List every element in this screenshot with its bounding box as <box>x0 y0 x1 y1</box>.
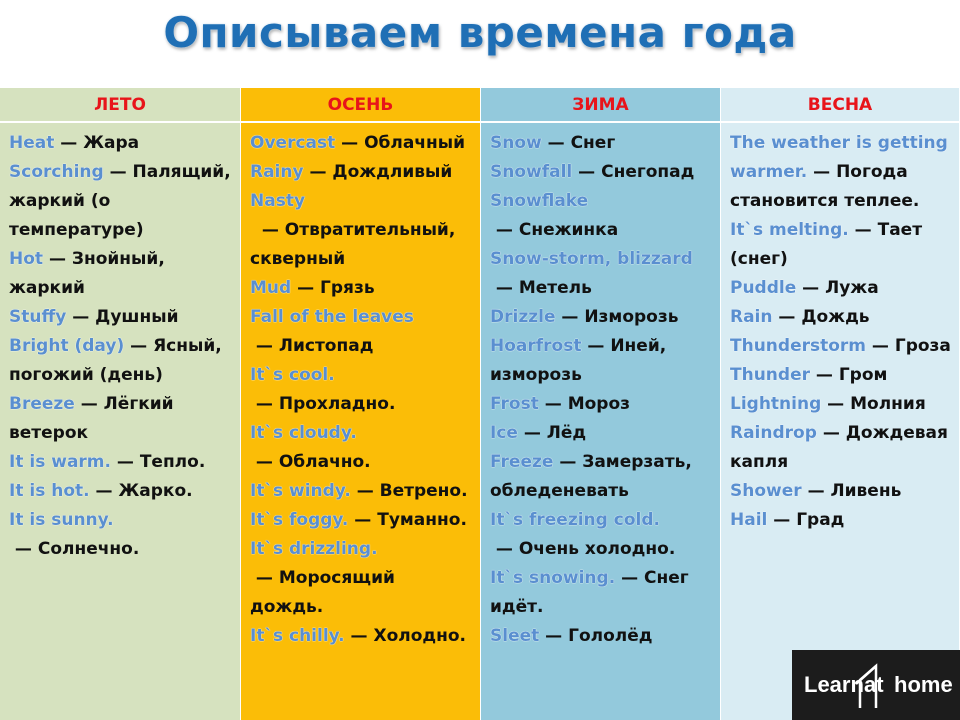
english-term: Breeze <box>9 394 75 414</box>
russian-translation: Иней, изморозь <box>490 336 667 385</box>
english-term: It`s foggy. <box>250 510 349 530</box>
em-dash: — <box>848 220 878 240</box>
vocab-entry <box>9 506 234 564</box>
seasons-table <box>0 88 960 720</box>
english-term: It is sunny. <box>9 510 114 530</box>
column-spring <box>721 88 960 720</box>
em-dash: — <box>772 307 802 327</box>
english-term: Shower <box>730 481 802 501</box>
em-dash: — <box>250 220 285 240</box>
russian-translation: Дождливый <box>332 162 453 182</box>
russian-translation: Облачный <box>364 133 466 153</box>
english-term: Snow-storm, blizzard <box>490 249 693 269</box>
vocab-entry <box>730 274 953 303</box>
em-dash: — <box>796 278 826 298</box>
russian-translation: Знойный, жаркий <box>9 249 165 298</box>
russian-translation: Палящий, жаркий (о температуре) <box>9 162 231 240</box>
vocab-entry <box>250 622 474 651</box>
russian-translation: Замерзать, обледеневать <box>490 452 692 501</box>
english-term: Rain <box>730 307 773 327</box>
em-dash: — <box>110 452 140 472</box>
english-term: Freeze <box>490 452 554 472</box>
english-term: Snowfall <box>490 162 573 182</box>
em-dash: — <box>807 162 837 182</box>
column-body-summer <box>0 123 240 564</box>
em-dash: — <box>54 133 84 153</box>
english-term: Snow <box>490 133 542 153</box>
russian-translation: Очень холодно. <box>518 539 676 559</box>
vocab-entry <box>9 158 234 245</box>
vocab-entry <box>9 303 234 332</box>
russian-translation: Жарко. <box>118 481 193 501</box>
russian-translation: Душный <box>95 307 179 327</box>
english-term: Snowflake <box>490 191 589 211</box>
em-dash: — <box>350 481 380 501</box>
vocab-entry <box>250 419 474 477</box>
em-dash: — <box>541 133 571 153</box>
russian-translation: Дождевая капля <box>730 423 948 472</box>
em-dash: — <box>553 452 583 472</box>
vocab-entry <box>250 129 474 158</box>
vocab-entry <box>250 535 474 622</box>
russian-translation: Погода становится теплее. <box>730 162 920 211</box>
em-dash: — <box>250 568 279 588</box>
vocab-entry <box>490 448 714 506</box>
vocab-entry <box>250 274 474 303</box>
english-term: Puddle <box>730 278 797 298</box>
vocab-entry <box>490 245 714 303</box>
russian-translation: Метель <box>518 278 592 298</box>
vocab-entry <box>490 564 714 622</box>
em-dash: — <box>572 162 602 182</box>
russian-translation: Ливень <box>830 481 902 501</box>
english-term: Heat <box>9 133 55 153</box>
russian-translation: Ясный, погожий (день) <box>9 336 222 385</box>
russian-translation: Отвратительный, скверный <box>250 220 456 269</box>
column-header-spring: ВЕСНА <box>721 88 959 123</box>
em-dash: — <box>335 133 365 153</box>
column-summer <box>0 88 241 720</box>
em-dash: — <box>816 423 846 443</box>
english-term: Frost <box>490 394 539 414</box>
vocab-entry <box>250 477 474 506</box>
english-term: Lightning <box>730 394 822 414</box>
em-dash: — <box>810 365 839 385</box>
em-dash: — <box>555 307 585 327</box>
russian-translation: Ветрено. <box>379 481 468 501</box>
column-body-autumn <box>241 123 480 651</box>
russian-translation: Изморозь <box>584 307 679 327</box>
em-dash: — <box>250 452 279 472</box>
vocab-entry <box>250 158 474 187</box>
english-term: Ice <box>490 423 518 443</box>
column-body-winter <box>481 123 720 651</box>
column-header-autumn: ОСЕНЬ <box>241 88 480 123</box>
russian-translation: Солнечно. <box>37 539 140 559</box>
em-dash: — <box>581 336 611 356</box>
russian-translation: Снег идёт. <box>490 568 689 617</box>
em-dash: — <box>821 394 851 414</box>
vocab-entry <box>730 506 953 535</box>
english-term: Thunder <box>730 365 810 385</box>
russian-translation: Туманно. <box>377 510 467 530</box>
english-term: Nasty <box>250 191 306 211</box>
russian-translation: Мороз <box>567 394 631 414</box>
english-term: Scorching <box>9 162 104 182</box>
english-term: Hot <box>9 249 44 269</box>
russian-translation: Молния <box>850 394 926 414</box>
russian-translation: Снегопад <box>601 162 695 182</box>
vocab-entry <box>730 390 953 419</box>
em-dash: — <box>344 626 374 646</box>
vocab-entry <box>9 332 234 390</box>
em-dash: — <box>767 510 797 530</box>
english-term: It`s melting. <box>730 220 849 240</box>
english-term: It`s drizzling. <box>250 539 378 559</box>
english-term: It is hot. <box>9 481 90 501</box>
english-term: Hail <box>730 510 768 530</box>
vocab-entry <box>490 129 714 158</box>
russian-translation: Гололёд <box>568 626 653 646</box>
em-dash: — <box>615 568 644 588</box>
russian-translation: Лужа <box>825 278 879 298</box>
russian-translation: Жара <box>83 133 140 153</box>
em-dash: — <box>490 539 519 559</box>
em-dash: — <box>43 249 72 269</box>
english-term: It is warm. <box>9 452 111 472</box>
english-term: It`s cool. <box>250 365 335 385</box>
english-term: Raindrop <box>730 423 817 443</box>
em-dash: — <box>124 336 154 356</box>
vocab-entry <box>490 622 714 651</box>
english-term: Stuffy <box>9 307 67 327</box>
em-dash: — <box>103 162 133 182</box>
vocab-entry <box>490 419 714 448</box>
column-header-winter: ЗИМА <box>481 88 720 123</box>
column-winter <box>481 88 721 720</box>
column-autumn <box>241 88 481 720</box>
english-term: Rainy <box>250 162 304 182</box>
english-term: It`s snowing. <box>490 568 616 588</box>
russian-translation: Тепло. <box>139 452 206 472</box>
vocab-entry <box>250 506 474 535</box>
brand-text-learn: Learn <box>804 672 864 697</box>
english-term: Bright (day) <box>9 336 125 356</box>
english-term: Sleet <box>490 626 540 646</box>
em-dash: — <box>303 162 333 182</box>
russian-translation: Листопад <box>278 336 374 356</box>
vocab-entry <box>490 303 714 332</box>
vocab-entry <box>490 390 714 419</box>
vocab-entry <box>490 506 714 564</box>
vocab-entry <box>490 187 714 245</box>
english-term: Overcast <box>250 133 336 153</box>
russian-translation: Лёгкий ветерок <box>9 394 174 443</box>
vocab-entry <box>9 245 234 303</box>
russian-translation: Моросящий дождь. <box>250 568 395 617</box>
english-term: Hoarfrost <box>490 336 582 356</box>
russian-translation: Прохладно. <box>278 394 396 414</box>
english-term: It`s freezing cold. <box>490 510 660 530</box>
english-term: It`s chilly. <box>250 626 345 646</box>
vocab-entry <box>730 419 953 477</box>
em-dash: — <box>490 220 519 240</box>
russian-translation: Лёд <box>546 423 587 443</box>
page-title: Описываем времена года <box>163 8 797 57</box>
vocab-entry <box>730 477 953 506</box>
vocab-entry <box>730 361 953 390</box>
em-dash: — <box>250 394 279 414</box>
russian-translation: Гроза <box>894 336 951 356</box>
russian-translation: Холодно. <box>373 626 467 646</box>
vocab-entry <box>250 187 474 274</box>
column-body-spring <box>721 123 959 535</box>
learn-at-home-logo <box>792 650 960 720</box>
english-term: Mud <box>250 278 292 298</box>
em-dash: — <box>348 510 378 530</box>
em-dash: — <box>9 539 38 559</box>
em-dash: — <box>538 394 568 414</box>
em-dash: — <box>539 626 569 646</box>
english-term: The weather is getting warmer. <box>730 133 948 182</box>
vocab-entry <box>250 361 474 419</box>
vocab-entry <box>730 216 953 274</box>
english-term: It`s cloudy. <box>250 423 357 443</box>
em-dash: — <box>291 278 321 298</box>
vocab-entry <box>490 332 714 390</box>
russian-translation: Снег <box>570 133 616 153</box>
vocab-entry <box>9 129 234 158</box>
em-dash: — <box>66 307 96 327</box>
vocab-entry <box>490 158 714 187</box>
em-dash: — <box>250 336 279 356</box>
brand-text-at: at <box>864 672 884 697</box>
vocab-entry <box>9 390 234 448</box>
english-term: Drizzle <box>490 307 556 327</box>
em-dash: — <box>89 481 119 501</box>
em-dash: — <box>866 336 895 356</box>
vocab-entry <box>730 332 953 361</box>
em-dash: — <box>801 481 831 501</box>
russian-translation: Облачно. <box>278 452 371 472</box>
english-term: It`s windy. <box>250 481 351 501</box>
em-dash: — <box>517 423 547 443</box>
russian-translation: Дождь <box>801 307 870 327</box>
column-header-summer: ЛЕТО <box>0 88 240 123</box>
russian-translation: Тает (снег) <box>730 220 923 269</box>
vocab-entry <box>9 448 234 477</box>
vocab-entry <box>730 129 953 216</box>
vocab-entry <box>9 477 234 506</box>
em-dash: — <box>74 394 104 414</box>
vocab-entry <box>250 303 474 361</box>
russian-translation: Грязь <box>320 278 375 298</box>
english-term: Thunderstorm <box>730 336 867 356</box>
russian-translation: Град <box>796 510 845 530</box>
russian-translation: Снежинка <box>518 220 619 240</box>
em-dash: — <box>490 278 519 298</box>
russian-translation: Гром <box>838 365 888 385</box>
vocab-entry <box>730 303 953 332</box>
english-term: Fall of the leaves <box>250 307 414 327</box>
brand-text-home: home <box>894 672 953 697</box>
